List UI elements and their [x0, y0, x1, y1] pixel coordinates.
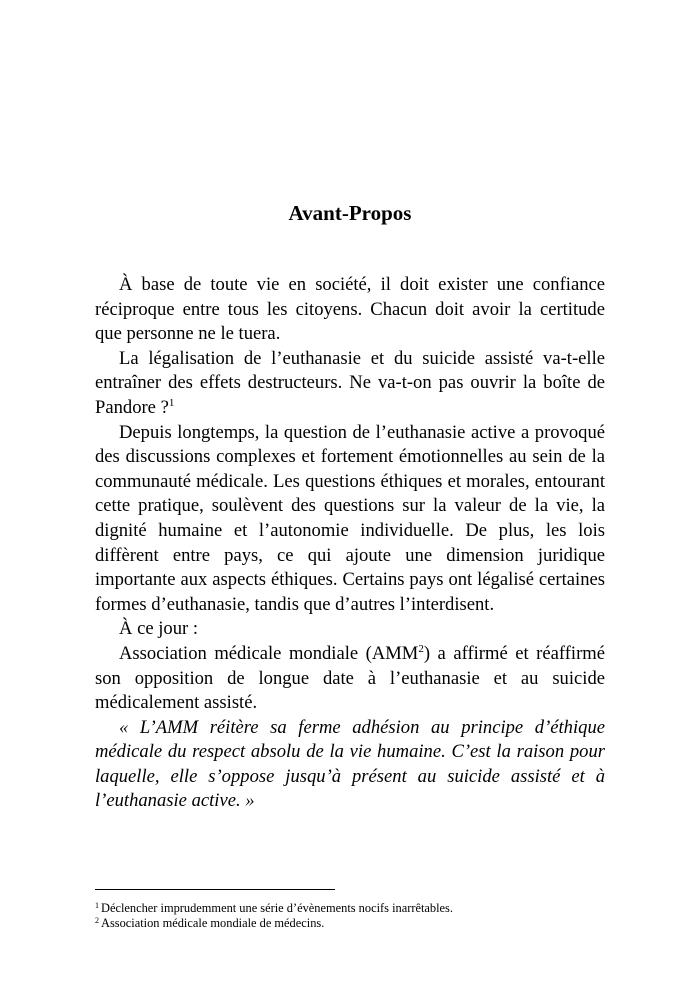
footnote-divider [95, 889, 335, 890]
paragraph-5 [95, 642, 605, 716]
footnote-2-number: 2 [95, 916, 99, 925]
paragraph-3 [95, 421, 605, 618]
paragraph-4 [95, 617, 605, 642]
footnote-1-text: Déclencher imprudemment une série d’évènements nocifs inarrêtables. [101, 901, 453, 915]
paragraph-2-text: La légalisation de l’euthanasie et du suicide assisté va-t-elle entraîner des effets destructeurs. Ne va-t-on pas ouvrir la boîte de Pandore ? [95, 347, 605, 418]
body-text [95, 273, 605, 814]
quote-paragraph [95, 716, 605, 814]
paragraph-2 [95, 347, 605, 421]
paragraph-4-text: À ce jour : [119, 618, 198, 640]
footnote-1 [95, 901, 605, 916]
page-title: Avant-Propos [288, 201, 412, 225]
footnote-2 [95, 916, 605, 931]
paragraph-5-text-after: ) a affirmé et réaffirmé son opposition de longue date à l’euthanasie et au suicide médicalement assisté. [95, 642, 605, 714]
paragraph-5-text-before: Association médicale mondiale (AMM [119, 642, 419, 664]
paragraph-1-text: À base de toute vie en société, il doit exister une confiance réciproque entre tous les citoyens. Chacun doit avoir la certitude que personne ne le tuera. [95, 274, 605, 345]
footnotes [95, 901, 605, 931]
quote-text: « L’AMM réitère sa ferme adhésion au principe d’éthique médicale du respect absolu de la vie humaine. C’est la raison pour laquelle, elle s’oppose jusqu’à présent au suicide assisté et à l’euthanasie active. » [95, 716, 605, 812]
paragraph-3-text: Depuis longtemps, la question de l’euthanasie active a provoqué des discussions complexes et fortement émotionnelles au sein de la communauté médicale. Les questions éthiques et morales, entourant cette pratique, soulèvent des questions sur la valeur de la vie, la dignité humaine et l’autonomie individuelle. De plus, les lois diffèrent entre pays, ce qui ajoute une dimension juridique importante aux aspects éthiques. Certains pays ont légalisé certaines formes d’euthanasie, tandis que d’autres l’interdisent. [95, 421, 605, 615]
footnote-2-text: Association médicale mondiale de médecins. [101, 916, 325, 930]
paragraph-1 [95, 273, 605, 347]
footnote-ref-1[interactable]: 1 [168, 396, 175, 409]
footnote-1-number: 1 [95, 901, 99, 910]
footnote-ref-2[interactable]: 2 [418, 642, 424, 655]
